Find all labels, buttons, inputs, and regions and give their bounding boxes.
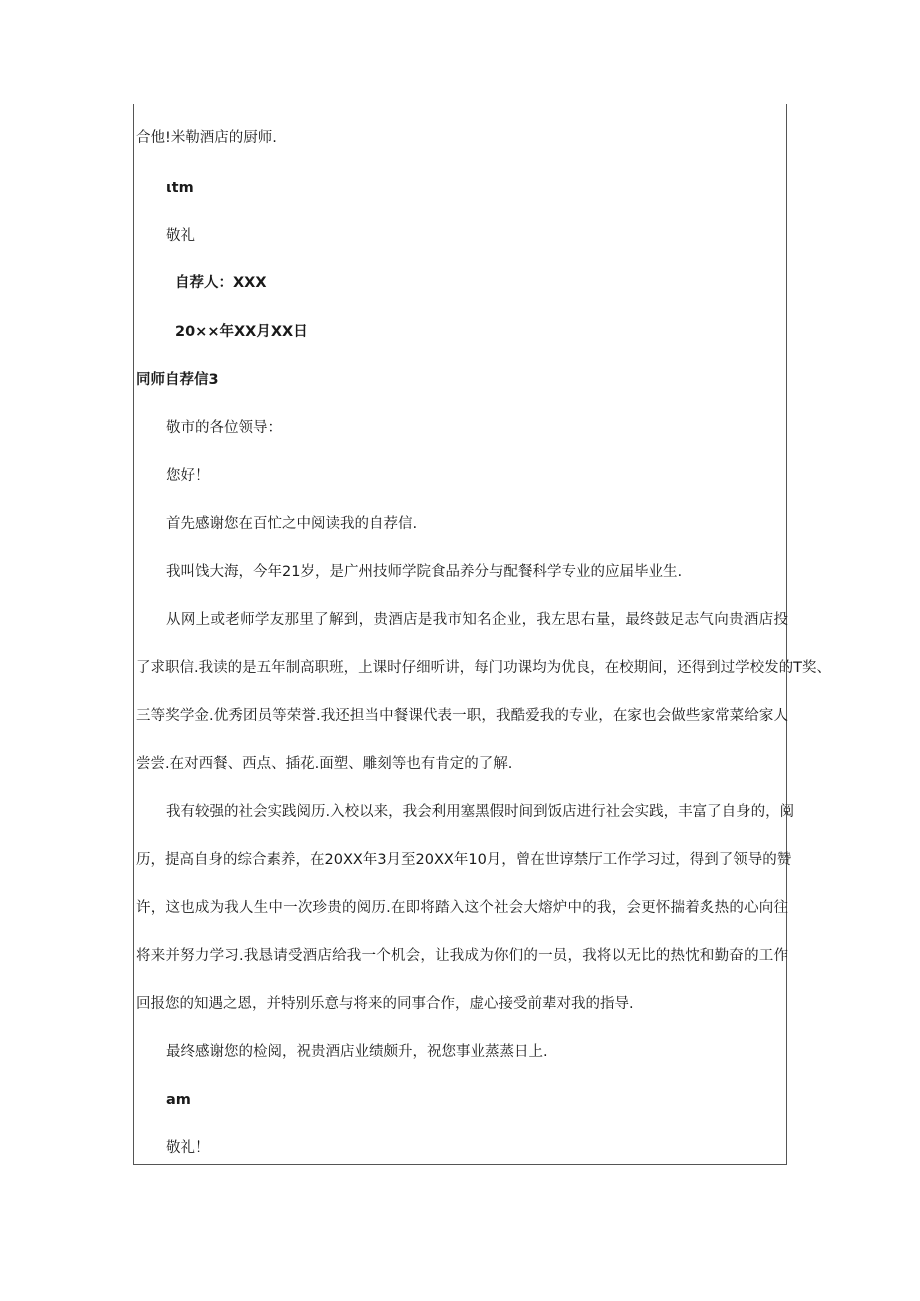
text-line-greeting: 您好！ <box>166 468 210 484</box>
text-line-salute: 敬礼 <box>166 228 195 244</box>
paragraph-line: 历，提高自身的综合素养，在20XX年3月至20XX年10月，曾在世谆禁厅工作学习过，得到了领导的赞 <box>136 852 792 868</box>
text-line-salute: 敬礼！ <box>166 1140 210 1156</box>
paragraph-line: 回报您的知遇之恩，并特别乐意与将来的同事合作，虚心接受前辈对我的指导. <box>136 996 634 1012</box>
section-title: 同师自荐信3 <box>136 372 219 388</box>
text-line-intro: 我叫饯大海，今年21岁，是广州技师学院食品养分与配餐科学专业的应届毕业生. <box>166 564 683 580</box>
text-line-closing-fragment: 合他!米勒酒店的厨师. <box>136 130 277 146</box>
paragraph-line: 将来并努力学习.我恳请受酒店给我一个机会，让我成为你们的一员，我将以无比的热忱和勤奋的工作 <box>136 948 788 964</box>
text-line-thanks: 首先感谢您在百忙之中阅读我的自荐信. <box>166 516 418 532</box>
paragraph-line: 了求职信.我读的是五年制高职班，上课时仔细听讲，每门功课均为优良，在校期间，还得到过学校发的T奖、 <box>136 660 831 676</box>
text-line-signature: 自荐人：XXX <box>175 275 267 291</box>
text-line-greeting-recipient: 敬市的各位领导： <box>166 420 282 436</box>
text-line-garbled-heading: am <box>166 1092 191 1108</box>
text-line-garbled-heading: ιtm <box>166 180 194 196</box>
paragraph-line: 三等奖学金.优秀团员等荣誉.我还担当中餐课代表一职，我酷爱我的专业，在家也会做些家常菜给家人 <box>136 708 788 724</box>
text-line-final-thanks: 最终感谢您的检阅，祝贵酒店业绩颇升，祝您事业蒸蒸日上. <box>166 1044 548 1060</box>
paragraph-line: 尝尝.在对西餐、西点、插花.面塑、雕刻等也有肯定的了解. <box>136 756 513 772</box>
paragraph-line: 我有较强的社会实践阅历.入校以来，我会利用塞黑假时间到饭店进行社会实践，丰富了自身的，阅 <box>166 804 795 820</box>
text-line-date: 20××年XX月XX日 <box>175 324 308 340</box>
paragraph-line: 从网上或老师学友那里了解到，贵酒店是我市知名企业，我左思右量，最终鼓足志气向贵酒店投 <box>166 612 788 628</box>
paragraph-line: 许，这也成为我人生中一次珍贵的阅历.在即将踏入这个社会大熔炉中的我，会更怀揣着炙热的心向往 <box>136 900 788 916</box>
